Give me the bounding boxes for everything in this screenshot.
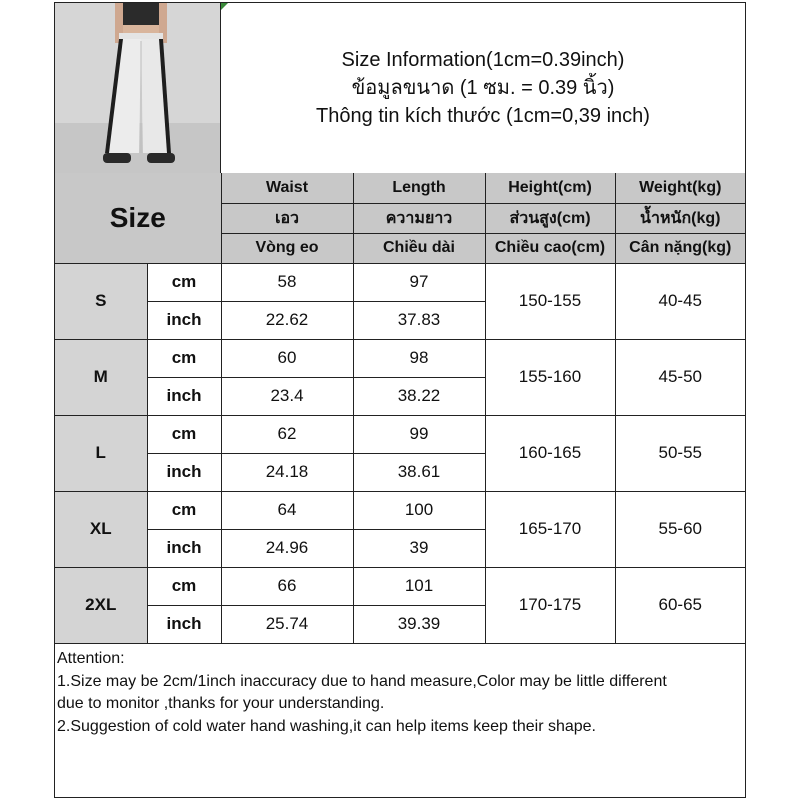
size-cell: 2XL bbox=[55, 567, 147, 643]
size-cell: M bbox=[55, 339, 147, 415]
length-inch: 39 bbox=[353, 529, 485, 567]
height-range: 170-175 bbox=[485, 567, 615, 643]
title-english: Size Information(1cm=0.39inch) bbox=[341, 49, 625, 71]
table-row bbox=[55, 415, 745, 453]
waist-inch: 22.62 bbox=[221, 301, 353, 339]
waist-inch: 24.18 bbox=[221, 453, 353, 491]
col-length-en: Length bbox=[353, 173, 485, 203]
col-length-vi: Chiều dài bbox=[353, 233, 485, 263]
weight-range: 60-65 bbox=[615, 567, 745, 643]
height-range: 150-155 bbox=[485, 263, 615, 339]
waist-cm: 60 bbox=[221, 339, 353, 377]
length-cm: 99 bbox=[353, 415, 485, 453]
size-table bbox=[55, 173, 745, 644]
title-vietnamese: Thông tin kích thước (1cm=0,39 inch) bbox=[316, 105, 650, 127]
waist-cm: 66 bbox=[221, 567, 353, 605]
length-inch: 39.39 bbox=[353, 605, 485, 643]
unit-inch: inch bbox=[147, 453, 221, 491]
length-cm: 101 bbox=[353, 567, 485, 605]
height-range: 160-165 bbox=[485, 415, 615, 491]
length-inch: 37.83 bbox=[353, 301, 485, 339]
col-height-en: Height(cm) bbox=[485, 173, 615, 203]
unit-cm: cm bbox=[147, 263, 221, 301]
col-weight-en: Weight(kg) bbox=[615, 173, 745, 203]
col-waist-th: เอว bbox=[221, 203, 353, 233]
col-height-th: ส่วนสูง(cm) bbox=[485, 203, 615, 233]
waist-inch: 25.74 bbox=[221, 605, 353, 643]
unit-inch: inch bbox=[147, 377, 221, 415]
product-photo bbox=[55, 3, 221, 173]
notes-heading: Attention: bbox=[57, 650, 125, 667]
title-block bbox=[221, 3, 745, 173]
length-inch: 38.22 bbox=[353, 377, 485, 415]
length-cm: 100 bbox=[353, 491, 485, 529]
col-length-th: ความยาว bbox=[353, 203, 485, 233]
table-row bbox=[55, 263, 745, 301]
height-range: 165-170 bbox=[485, 491, 615, 567]
col-weight-th: น้ำหนัก(kg) bbox=[615, 203, 745, 233]
weight-range: 40-45 bbox=[615, 263, 745, 339]
waist-cm: 64 bbox=[221, 491, 353, 529]
notes-line-3: 2.Suggestion of cold water hand washing,it can help items keep their shape. bbox=[57, 717, 596, 735]
length-cm: 97 bbox=[353, 263, 485, 301]
size-chart-sheet bbox=[54, 2, 746, 798]
unit-cm: cm bbox=[147, 339, 221, 377]
waist-inch: 24.96 bbox=[221, 529, 353, 567]
notes-line-1: 1.Size may be 2cm/1inch inaccuracy due to hand measure,Color may be little different bbox=[57, 672, 667, 690]
length-inch: 38.61 bbox=[353, 453, 485, 491]
size-cell: S bbox=[55, 263, 147, 339]
waist-inch: 23.4 bbox=[221, 377, 353, 415]
height-range: 155-160 bbox=[485, 339, 615, 415]
unit-cm: cm bbox=[147, 415, 221, 453]
col-weight-vi: Cân nặng(kg) bbox=[615, 233, 745, 263]
size-cell: L bbox=[55, 415, 147, 491]
unit-cm: cm bbox=[147, 567, 221, 605]
weight-range: 55-60 bbox=[615, 491, 745, 567]
table-row bbox=[55, 339, 745, 377]
unit-inch: inch bbox=[147, 605, 221, 643]
size-header-cell: Size bbox=[55, 173, 221, 263]
table-row bbox=[55, 567, 745, 605]
unit-inch: inch bbox=[147, 301, 221, 339]
weight-range: 50-55 bbox=[615, 415, 745, 491]
unit-cm: cm bbox=[147, 491, 221, 529]
attention-notes bbox=[55, 648, 745, 738]
waist-cm: 58 bbox=[221, 263, 353, 301]
title-thai: ข้อมูลขนาด (1 ซม. = 0.39 นิ้ว) bbox=[351, 77, 615, 99]
notes-line-2: due to monitor ,thanks for your understanding. bbox=[57, 695, 385, 712]
size-cell: XL bbox=[55, 491, 147, 567]
model-photo-icon bbox=[55, 3, 221, 173]
weight-range: 45-50 bbox=[615, 339, 745, 415]
waist-cm: 62 bbox=[221, 415, 353, 453]
col-waist-vi: Vòng eo bbox=[221, 233, 353, 263]
col-waist-en: Waist bbox=[221, 173, 353, 203]
col-height-vi: Chiều cao(cm) bbox=[485, 233, 615, 263]
length-cm: 98 bbox=[353, 339, 485, 377]
size-chart-header bbox=[55, 3, 745, 174]
table-row bbox=[55, 491, 745, 529]
unit-inch: inch bbox=[147, 529, 221, 567]
